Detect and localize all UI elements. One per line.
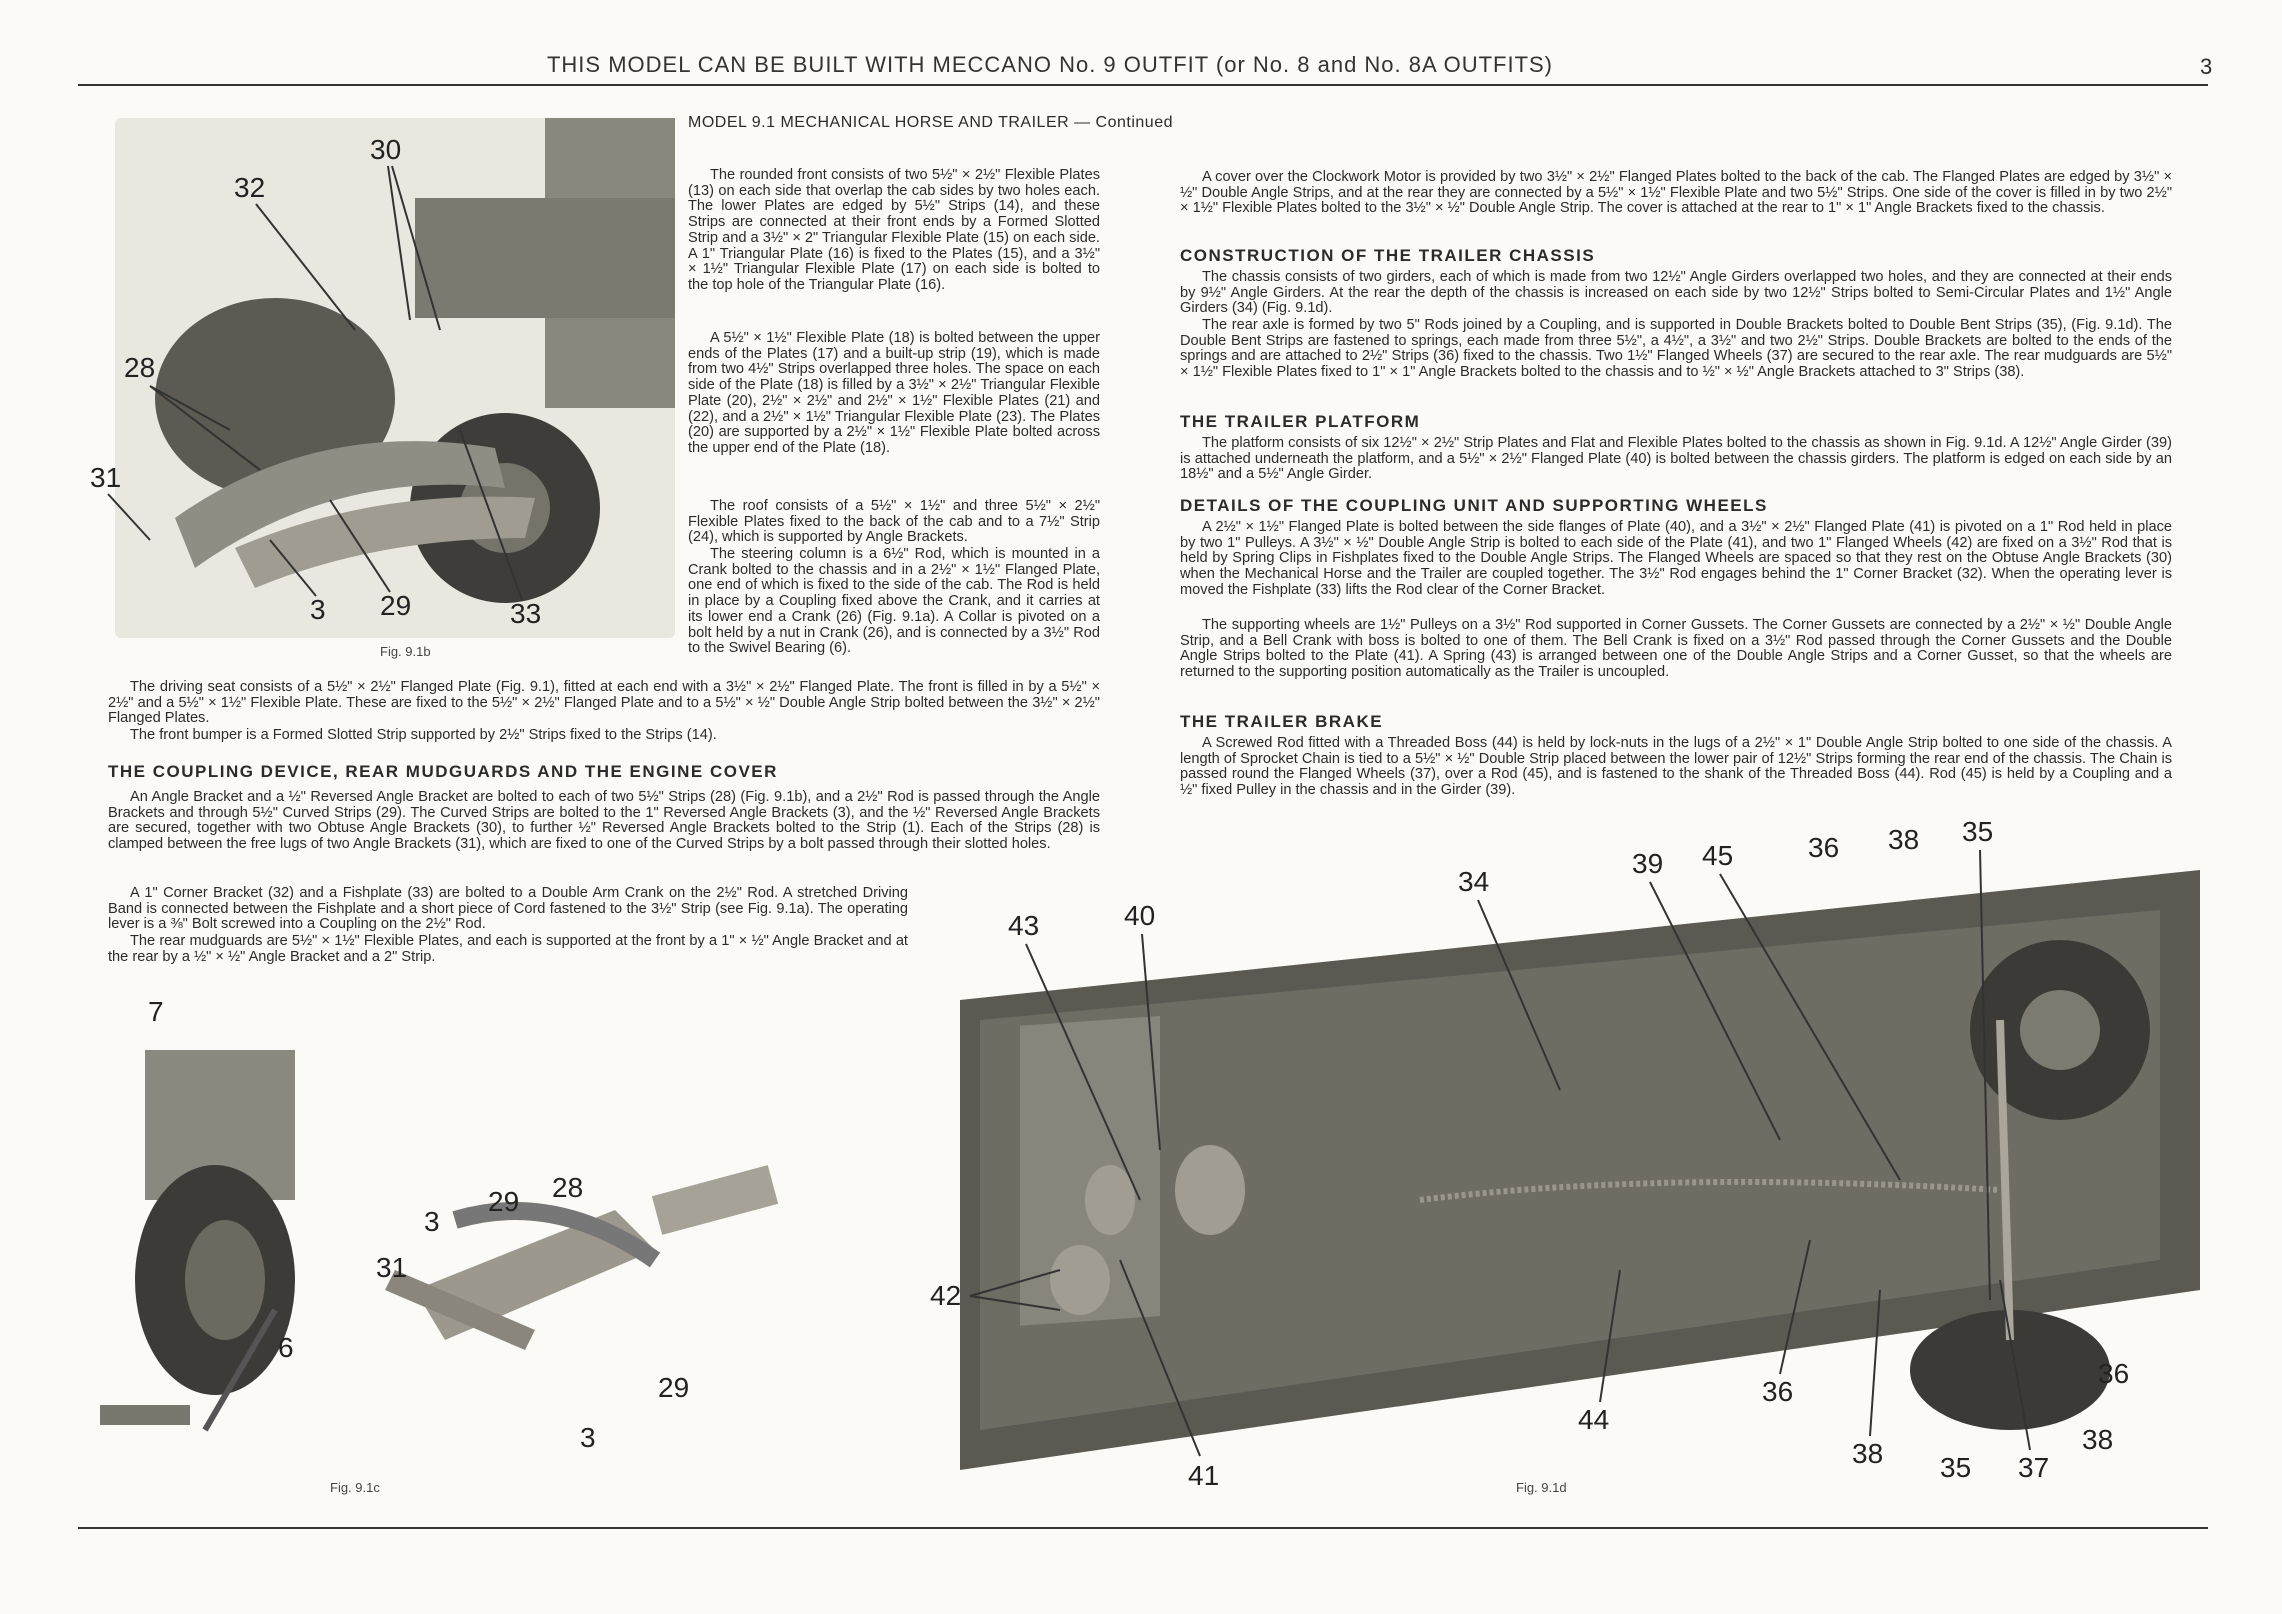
fig-d-label-36c: 36 <box>2098 1358 2130 1389</box>
fig-d-label-43: 43 <box>1008 910 1040 941</box>
fig-d-label-37: 37 <box>2018 1452 2050 1483</box>
left-paragraph-7: An Angle Bracket and a ½" Reversed Angle Bracket are bolted to each of two 5½" Strips (28) (Fig. 9.1b), and a 2½" Rod is passed through the Angle Brackets and through 5½" Curved Strips (29). The Curved Strips are bolted to the 1" Reversed Angle Brackets (3), and the ½" Reversed Angle Brackets are secured, together with two Obtuse Angle Brackets (30), to further ½" Reversed Angle Brackets bolted to the Strip (1). Each of the Strips (28) is clamped between the free lugs of two Angle Brackets (31), which are fixed to one of the Curved Strips by a bolt passed through their slotted holes. <box>108 789 1100 853</box>
fig-d-label-42: 42 <box>930 1280 962 1311</box>
bottom-rule <box>78 1527 2208 1529</box>
fig-d-label-38c: 38 <box>2082 1424 2114 1455</box>
section-details-heading: DETAILS OF THE COUPLING UNIT AND SUPPORTING WHEELS <box>1180 496 1768 515</box>
page-header: THIS MODEL CAN BE BUILT WITH MECCANO No. 9 OUTFIT (or No. 8 and No. 8A OUTFITS) <box>546 52 1554 77</box>
fig-b-label-30: 30 <box>370 134 402 165</box>
fig-b-label-3: 3 <box>310 594 326 625</box>
fig-c-label-28: 28 <box>552 1172 584 1203</box>
fig-d-label-36b: 36 <box>1762 1376 1794 1407</box>
fig-d-label-34: 34 <box>1458 866 1490 897</box>
fig-d-label-38: 38 <box>1888 824 1920 855</box>
fig-b-label-33: 33 <box>510 598 542 629</box>
fig-d-caption: Fig. 9.1d <box>1516 1480 1567 1495</box>
fig-c-label-3: 3 <box>424 1206 440 1237</box>
right-paragraph-6: The supporting wheels are 1½" Pulleys on a 3½" Rod supported in Corner Gussets. The Corner Gussets are connected by a 2½" × ½" Double Angle Strip, and a Bell Crank with boss is bolted to one of them. The Bell Crank is fixed on a 3½" Rod passed through the Corner Gussets and the Double Angle Strips bolted to the Plate (41). A Spring (43) is arranged between one of the Double Angle Strips and a Corner Gusset, so that the wheels are returned to the supporting position automatically as the Trailer is uncoupled. <box>1180 617 2172 681</box>
fig-c-label-31: 31 <box>376 1252 408 1283</box>
left-paragraph-6: The front bumper is a Formed Slotted Strip supported by 2½" Strips fixed to the Strips (14). <box>130 727 717 743</box>
right-paragraph-7: A Screwed Rod fitted with a Threaded Boss (44) is held by lock-nuts in the lugs of a 2½" × 1" Double Angle Strip bolted to one side of the chassis. A length of Sprocket Chain is tied to a 5½" × ½" Double Strip placed between the lower pair of 12½" Strips forming the rear end of the chassis. The Chain is passed round the Flanged Wheels (37), over a Rod (45), and is fastened to the shank of the Threaded Boss (44). Rod (45) is held by a Coupling and a ½" fixed Pulley in the chassis and in the Girder (39). <box>1180 735 2172 799</box>
fig-d-label-41: 41 <box>1188 1460 1220 1491</box>
left-paragraph-4: The steering column is a 6½" Rod, which is mounted in a Crank bolted to the chassis and in a 2½" × 1½" Flanged Plate, one end of which is fixed to the side of the cab. The Rod is held in place by a Coupling fixed above the Crank, and it carries at its lower end a Crank (26) (Fig. 9.1a). A Collar is pivoted on a bolt held by a nut in Crank (26), and is connected by a 3½" Rod to the Swivel Bearing (6). <box>688 546 1100 657</box>
left-paragraph-5: The driving seat consists of a 5½" × 2½" Flanged Plate (Fig. 9.1), fitted at each end with a 3½" × 2½" Flanged Plate. The front is filled in by a 5½" × 2½" and a 5½" × 1½" Flexible Plate. These are fixed to the 5½" × 2½" Flanged Plate and to a 5½" × ½" Double Angle Strip bolted between the 3½" × 2½" Flanged Plates. <box>108 679 1100 727</box>
fig-c-label-29b: 29 <box>658 1372 690 1403</box>
right-paragraph-5: A 2½" × 1½" Flanged Plate is bolted between the side flanges of Plate (40), and a 3½" × 2½" Flanged Plate (41) is pivoted on a 1" Rod held in place by two 1" Pulleys. A 3½" × ½" Double Angle Strip is bolted to each side of the Plate (41), and two 1" Flanged Wheels (42) are fixed on a 3½" Rod that is held by Spring Clips in Fishplates fixed to the Double Angle Strips. The Flanged Wheels are spaced so that they rest on the Obtuse Angle Brackets (30) when the Mechanical Horse and the Trailer are coupled together. The 3½" Rod engages behind the 1" Corner Bracket (32). When the operating lever is moved the Fishplate (33) lifts the Rod clear of the Corner Bracket. <box>1180 519 2172 598</box>
fig-c-label-3b: 3 <box>580 1422 596 1453</box>
fig-b-caption: Fig. 9.1b <box>380 644 431 659</box>
page-number: 3 <box>2200 54 2213 79</box>
fig-c-caption: Fig. 9.1c <box>330 1480 380 1495</box>
model-heading: MODEL 9.1 MECHANICAL HORSE AND TRAILER — Continued <box>688 114 1173 131</box>
left-paragraph-9: The rear mudguards are 5½" × 1½" Flexible Plates, and each is supported at the front by a 1" × ½" Angle Bracket and at the rear by a ½" × ½" Angle Bracket and a 2" Strip. <box>108 933 908 965</box>
right-paragraph-4: The platform consists of six 12½" × 2½" Strip Plates and Flat and Flexible Plates bolted to the chassis as shown in Fig. 9.1d. A 12½" Angle Girder (39) is attached underneath the platform, and a 5½" × 2½" Flanged Plate (40) is bolted between the chassis girders. The platform is edged on each side by an 18½" and a 5½" Angle Girder. <box>1180 435 2172 483</box>
section-brake-heading: THE TRAILER BRAKE <box>1180 712 1384 731</box>
section-chassis-heading: CONSTRUCTION OF THE TRAILER CHASSIS <box>1180 246 1596 265</box>
fig-d-label-45: 45 <box>1702 840 1734 871</box>
fig-d-label-39: 39 <box>1632 848 1664 879</box>
right-paragraph-3: The rear axle is formed by two 5" Rods joined by a Coupling, and is supported in Double Brackets bolted to Double Bent Strips (35), (Fig. 9.1d). The Double Bent Strips are fastened to springs, each made from three 5½", a 4½", a 3½" and two 2½" Strips. Double Brackets are bolted to the ends of the springs and are attached to 2½" Strips (36) fixed to the chassis. Two 1½" Flanged Wheels (37) are secured to the rear axle. The rear mudguards are 5½" × 1½" Flexible Plates fixed to 1" × 1" Angle Brackets bolted to the chassis and to ½" × ½" Angle Brackets attached to 3" Strips (38). <box>1180 317 2172 381</box>
left-paragraph-8: A 1" Corner Bracket (32) and a Fishplate (33) are bolted to a Double Arm Crank on the 2½" Rod. A stretched Driving Band is connected between the Fishplate and a short piece of Cord fastened to the 3½" Strip (see Fig. 9.1a). The operating lever is a ⅜" Bolt screwed into a Coupling on the 2½" Rod. <box>108 885 908 933</box>
fig-d-label-36: 36 <box>1808 832 1840 863</box>
left-paragraph-1: The rounded front consists of two 5½" × 2½" Flexible Plates (13) on each side that overlap the cab sides by two holes each. The lower Plates are edged by 5½" Strips (14), and these Strips are connected at their front ends by a Formed Slotted Strip and a 3½" × 2" Triangular Flexible Plate (15) on each side. A 1" Triangular Plate (16) is fixed to the Plates (15), and a 3½" × 1½" Triangular Flexible Plate (17) on each side is bolted to the top hole of the Triangular Plate (16). <box>688 167 1100 293</box>
left-paragraph-3: The roof consists of a 5½" × 1½" and three 5½" × 2½" Flexible Plates fixed to the back of the cab and to a 7½" Strip (24), which is supported by Angle Brackets. <box>688 498 1100 546</box>
fig-b-label-32: 32 <box>234 172 266 203</box>
fig-b-label-29: 29 <box>380 590 412 621</box>
right-paragraph-1: A cover over the Clockwork Motor is provided by two 3½" × 2½" Flanged Plates bolted to the back of the cab. The Flanged Plates are edged by 3½" × ½" Double Angle Strips, and at the rear they are connected by a 5½" × 1½" Flexible Plate and two 5½" Strips. One side of the cover is filled in by two 2½" × 1½" Flexible Plates bolted to the 3½" × ½" Double Angle Strip. The cover is attached at the rear to 1" × 1" Angle Brackets fixed to the chassis. <box>1180 169 2172 217</box>
fig-d-label-38b: 38 <box>1852 1438 1884 1469</box>
fig-b-label-31: 31 <box>90 462 122 493</box>
fig-d-label-35: 35 <box>1962 816 1994 847</box>
right-paragraph-2: The chassis consists of two girders, each of which is made from two 12½" Angle Girders overlapped two holes, and they are connected at their ends by 9½" Angle Girders. At the rear the depth of the chassis is increased on each side by two 12½" Strips bolted to Semi-Circular Plates and 1½" Angle Girders (34) (Fig. 9.1d). <box>1180 269 2172 317</box>
fig-d-label-35b: 35 <box>1940 1452 1972 1483</box>
fig-d-label-40: 40 <box>1124 900 1156 931</box>
section-coupling-heading: THE COUPLING DEVICE, REAR MUDGUARDS AND THE ENGINE COVER <box>108 762 778 781</box>
fig-d-label-44: 44 <box>1578 1404 1610 1435</box>
fig-c-label-6: 6 <box>278 1332 294 1363</box>
fig-b-label-28: 28 <box>124 352 156 383</box>
left-paragraph-2: A 5½" × 1½" Flexible Plate (18) is bolted between the upper ends of the Plates (17) and a built-up strip (19), which is made from two 4½" Strips overlapped three holes. The space on each side of the Plate (18) is filled by a 3½" × 2½" Triangular Flexible Plate (20), 2½" × 2½" and 2½" × 1½" Flexible Plates (21) and (22), and a 2½" × 1½" Triangular Flexible Plate (23). The Plates (20) are supported by a 2½" × 1½" Flexible Plate bolted across the upper end of the Plate (18). <box>688 330 1100 456</box>
section-platform-heading: THE TRAILER PLATFORM <box>1180 412 1421 431</box>
fig-c-label-29: 29 <box>488 1186 520 1217</box>
fig-c-label-7: 7 <box>148 996 164 1027</box>
